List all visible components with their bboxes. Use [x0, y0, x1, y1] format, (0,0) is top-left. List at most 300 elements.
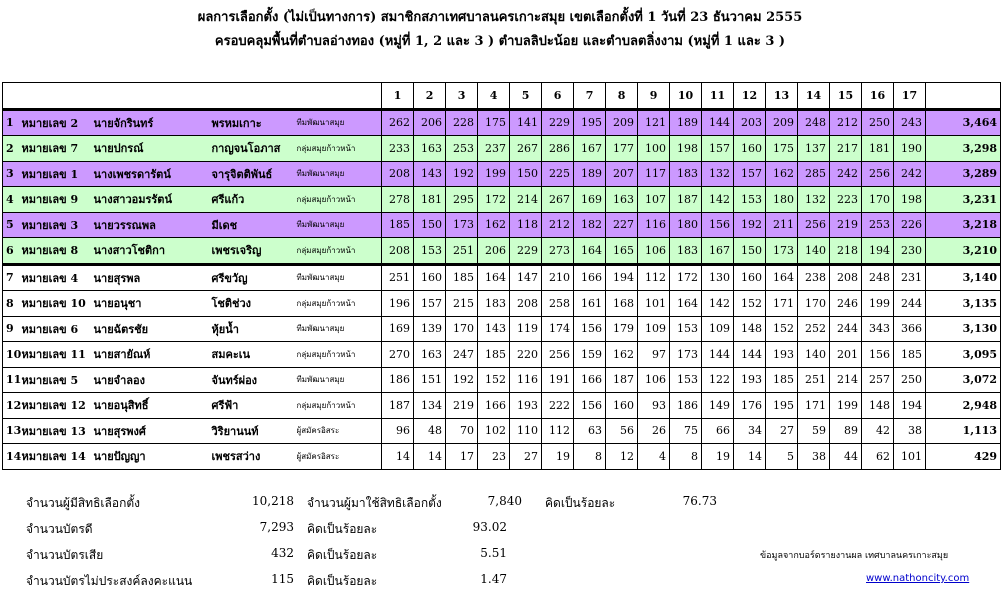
- vote-cell: 144: [702, 342, 734, 368]
- vote-cell: 156: [574, 316, 606, 342]
- vote-cell: 14: [414, 444, 446, 470]
- candidate-number: หมายเลข 6: [19, 316, 91, 342]
- vote-cell: 26: [638, 418, 670, 444]
- candidate-last-name: จันทร์ผ่อง: [209, 367, 294, 393]
- vote-cell: 233: [382, 136, 414, 162]
- total-cell: 3,072: [926, 367, 1001, 393]
- candidate-number: หมายเลข 13: [19, 418, 91, 444]
- vote-cell: 166: [478, 393, 510, 419]
- vote-cell: 162: [606, 342, 638, 368]
- candidate-group: ทีมพัฒนาสมุย: [294, 367, 382, 393]
- vote-cell: 167: [702, 238, 734, 265]
- candidate-number: หมายเลข 12: [19, 393, 91, 419]
- unit-header: 17: [894, 83, 926, 110]
- table-row: [3, 291, 1001, 317]
- summary-novote: [26, 572, 296, 588]
- good-label: จำนวนบัตรดี: [26, 522, 93, 536]
- vote-cell: 102: [478, 418, 510, 444]
- vote-cell: 183: [670, 238, 702, 265]
- total-cell: 3,210: [926, 238, 1001, 265]
- vote-cell: 107: [638, 187, 670, 213]
- vote-cell: 208: [382, 161, 414, 187]
- vote-cell: 149: [702, 393, 734, 419]
- candidate-number: หมายเลข 1: [19, 161, 91, 187]
- vote-cell: 153: [670, 316, 702, 342]
- candidate-last-name: ศรีฟ้า: [209, 393, 294, 419]
- vote-cell: 5: [766, 444, 798, 470]
- vote-cell: 164: [574, 238, 606, 265]
- turnout-value: 7,840: [487, 494, 522, 508]
- candidate-group: ทีมพัฒนาสมุย: [294, 212, 382, 238]
- unit-header: 11: [702, 83, 734, 110]
- table-row: [3, 238, 1001, 265]
- vote-cell: 208: [830, 264, 862, 291]
- table-row: [3, 444, 1001, 470]
- vote-cell: 212: [542, 212, 574, 238]
- vote-cell: 93: [638, 393, 670, 419]
- table-row: [3, 316, 1001, 342]
- unit-header: 1: [382, 83, 414, 110]
- unit-header: 7: [574, 83, 606, 110]
- candidate-number: หมายเลข 4: [19, 264, 91, 291]
- candidate-last-name: ศรีขวัญ: [209, 264, 294, 291]
- bad-pct-value: 5.51: [480, 546, 507, 560]
- vote-cell: 17: [446, 444, 478, 470]
- table-row: [3, 212, 1001, 238]
- vote-cell: 132: [798, 187, 830, 213]
- vote-cell: 273: [542, 238, 574, 265]
- total-cell: 3,298: [926, 136, 1001, 162]
- vote-cell: 180: [670, 212, 702, 238]
- vote-cell: 150: [734, 238, 766, 265]
- summary-turnout-pct: [545, 494, 720, 510]
- vote-cell: 14: [382, 444, 414, 470]
- vote-cell: 109: [702, 316, 734, 342]
- vote-cell: 286: [542, 136, 574, 162]
- vote-cell: 195: [574, 109, 606, 136]
- candidate-group: ทีมพัฒนาสมุย: [294, 109, 382, 136]
- total-cell: 3,095: [926, 342, 1001, 368]
- candidate-number: หมายเลข 5: [19, 367, 91, 393]
- rank-cell: 4: [3, 187, 19, 213]
- unit-header: 6: [542, 83, 574, 110]
- bad-label: จำนวนบัตรเสีย: [26, 548, 104, 562]
- rank-cell: 8: [3, 291, 19, 317]
- vote-cell: 150: [510, 161, 542, 187]
- candidate-group: กลุ่มสมุยก้าวหน้า: [294, 393, 382, 419]
- vote-cell: 210: [542, 264, 574, 291]
- novote-pct-label: คิดเป็นร้อยละ: [307, 574, 378, 588]
- vote-cell: 156: [702, 212, 734, 238]
- total-cell: 3,289: [926, 161, 1001, 187]
- vote-cell: 59: [798, 418, 830, 444]
- unit-header: 14: [798, 83, 830, 110]
- total-cell: 3,231: [926, 187, 1001, 213]
- vote-cell: 238: [798, 264, 830, 291]
- vote-cell: 183: [478, 291, 510, 317]
- vote-cell: 166: [574, 264, 606, 291]
- vote-cell: 96: [382, 418, 414, 444]
- vote-cell: 214: [830, 367, 862, 393]
- candidate-number: หมายเลข 10: [19, 291, 91, 317]
- vote-cell: 170: [446, 316, 478, 342]
- unit-header: 5: [510, 83, 542, 110]
- bad-pct-label: คิดเป็นร้อยละ: [307, 548, 378, 562]
- candidate-number: หมายเลข 7: [19, 136, 91, 162]
- vote-cell: 148: [862, 393, 894, 419]
- summary-good-pct: [307, 520, 507, 536]
- results-table: [2, 82, 1001, 470]
- summary-turnout: [307, 494, 522, 510]
- vote-cell: 192: [446, 161, 478, 187]
- rank-cell: 2: [3, 136, 19, 162]
- vote-cell: 212: [830, 109, 862, 136]
- summary-eligible: [26, 494, 296, 510]
- vote-cell: 144: [702, 109, 734, 136]
- table-row: [3, 367, 1001, 393]
- vote-cell: 116: [638, 212, 670, 238]
- vote-cell: 222: [542, 393, 574, 419]
- vote-cell: 134: [414, 393, 446, 419]
- vote-cell: 226: [894, 212, 926, 238]
- vote-cell: 211: [766, 212, 798, 238]
- vote-cell: 180: [766, 187, 798, 213]
- vote-cell: 142: [702, 187, 734, 213]
- candidate-last-name: วิริยานนท์: [209, 418, 294, 444]
- vote-cell: 8: [574, 444, 606, 470]
- candidate-number: หมายเลข 8: [19, 238, 91, 265]
- vote-cell: 101: [894, 444, 926, 470]
- vote-cell: 219: [446, 393, 478, 419]
- candidate-first-name: นายอนุชา: [91, 291, 209, 317]
- unit-header: 10: [670, 83, 702, 110]
- vote-cell: 148: [734, 316, 766, 342]
- vote-cell: 168: [606, 291, 638, 317]
- vote-cell: 230: [894, 238, 926, 265]
- vote-cell: 251: [382, 264, 414, 291]
- source-note: ข้อมูลจากบอร์ดรายงานผล เทศบาลนครเกาะสมุย: [760, 551, 949, 561]
- vote-cell: 262: [382, 109, 414, 136]
- vote-cell: 187: [606, 367, 638, 393]
- vote-cell: 63: [574, 418, 606, 444]
- vote-cell: 223: [830, 187, 862, 213]
- unit-header: 15: [830, 83, 862, 110]
- vote-cell: 167: [574, 136, 606, 162]
- vote-cell: 247: [446, 342, 478, 368]
- vote-cell: 219: [830, 212, 862, 238]
- vote-cell: 250: [894, 367, 926, 393]
- candidate-number: หมายเลข 14: [19, 444, 91, 470]
- vote-cell: 151: [414, 367, 446, 393]
- vote-cell: 186: [382, 367, 414, 393]
- vote-cell: 132: [702, 161, 734, 187]
- summary-bad: [26, 546, 296, 562]
- total-cell: 3,130: [926, 316, 1001, 342]
- summary-bad-pct: [307, 546, 507, 562]
- vote-cell: 173: [670, 342, 702, 368]
- vote-cell: 162: [478, 212, 510, 238]
- vote-cell: 183: [670, 161, 702, 187]
- total-cell: 3,218: [926, 212, 1001, 238]
- vote-cell: 206: [414, 109, 446, 136]
- vote-cell: 195: [766, 393, 798, 419]
- candidate-first-name: นายจำลอง: [91, 367, 209, 393]
- vote-cell: 225: [542, 161, 574, 187]
- eligible-label: จำนวนผู้มีสิทธิเลือกตั้ง: [26, 496, 140, 510]
- bad-value: 432: [271, 546, 294, 560]
- table-row: [3, 161, 1001, 187]
- table-row: [3, 342, 1001, 368]
- candidate-group: กลุ่มสมุยก้าวหน้า: [294, 238, 382, 265]
- vote-cell: 160: [414, 264, 446, 291]
- table-row: [3, 187, 1001, 213]
- vote-cell: 110: [510, 418, 542, 444]
- vote-cell: 193: [766, 342, 798, 368]
- summary-good: [26, 520, 296, 536]
- header-row: [3, 83, 1001, 110]
- vote-cell: 187: [382, 393, 414, 419]
- candidate-number: หมายเลข 2: [19, 109, 91, 136]
- total-cell: 1,113: [926, 418, 1001, 444]
- vote-cell: 177: [606, 136, 638, 162]
- header-blank: [3, 83, 382, 110]
- vote-cell: 251: [446, 238, 478, 265]
- candidate-last-name: โชติช่วง: [209, 291, 294, 317]
- total-cell: 3,140: [926, 264, 1001, 291]
- vote-cell: 143: [478, 316, 510, 342]
- vote-cell: 106: [638, 367, 670, 393]
- candidate-number: หมายเลข 11: [19, 342, 91, 368]
- title-line-2: ครอบคลุมพื้นที่ตำบลอ่างทอง (หมู่ที่ 1, 2 และ 3 ) ตำบลลิปะน้อย และตำบลตลิ่งงาม (หมู่ที่ 1 และ 3 ): [214, 34, 786, 49]
- vote-cell: 122: [702, 367, 734, 393]
- novote-value: 115: [271, 572, 294, 586]
- vote-cell: 121: [638, 109, 670, 136]
- vote-cell: 270: [382, 342, 414, 368]
- vote-cell: 248: [798, 109, 830, 136]
- vote-cell: 19: [702, 444, 734, 470]
- vote-cell: 137: [798, 136, 830, 162]
- vote-cell: 144: [734, 342, 766, 368]
- vote-cell: 217: [830, 136, 862, 162]
- table-row: [3, 109, 1001, 136]
- vote-cell: 44: [830, 444, 862, 470]
- vote-cell: 231: [894, 264, 926, 291]
- candidate-first-name: นางเพชรดารัตน์: [91, 161, 209, 187]
- vote-cell: 285: [798, 161, 830, 187]
- title-line-1: ผลการเลือกตั้ง (ไม่เป็นทางการ) สมาชิกสภาเทศบาลนครเกาะสมุย เขตเลือกตั้งที่ 1 วันที่ 23 ธันวาคม 2555: [197, 10, 803, 25]
- vote-cell: 38: [894, 418, 926, 444]
- vote-cell: 150: [414, 212, 446, 238]
- vote-cell: 215: [446, 291, 478, 317]
- rank-cell: 11: [3, 367, 19, 393]
- vote-cell: 209: [766, 109, 798, 136]
- unit-header: 8: [606, 83, 638, 110]
- vote-cell: 23: [478, 444, 510, 470]
- vote-cell: 169: [382, 316, 414, 342]
- vote-cell: 229: [510, 238, 542, 265]
- vote-cell: 196: [382, 291, 414, 317]
- candidate-last-name: กาญจนโอภาส: [209, 136, 294, 162]
- candidate-group: ทีมพัฒนาสมุย: [294, 264, 382, 291]
- candidate-group: ทีมพัฒนาสมุย: [294, 316, 382, 342]
- vote-cell: 253: [446, 136, 478, 162]
- vote-cell: 198: [670, 136, 702, 162]
- turnout-label: จำนวนผู้มาใช้สิทธิเลือกตั้ง: [307, 496, 442, 510]
- vote-cell: 186: [670, 393, 702, 419]
- vote-cell: 112: [542, 418, 574, 444]
- vote-cell: 157: [414, 291, 446, 317]
- vote-cell: 171: [766, 291, 798, 317]
- vote-cell: 187: [670, 187, 702, 213]
- vote-cell: 366: [894, 316, 926, 342]
- vote-cell: 48: [414, 418, 446, 444]
- vote-cell: 203: [734, 109, 766, 136]
- vote-cell: 253: [862, 212, 894, 238]
- candidate-last-name: เพชรสว่าง: [209, 444, 294, 470]
- candidate-first-name: นางสาวโชติกา: [91, 238, 209, 265]
- vote-cell: 8: [670, 444, 702, 470]
- vote-cell: 157: [734, 161, 766, 187]
- candidate-last-name: มีเดช: [209, 212, 294, 238]
- vote-cell: 182: [574, 212, 606, 238]
- vote-cell: 165: [606, 238, 638, 265]
- vote-cell: 89: [830, 418, 862, 444]
- unit-header: 16: [862, 83, 894, 110]
- vote-cell: 42: [862, 418, 894, 444]
- vote-cell: 207: [606, 161, 638, 187]
- vote-cell: 181: [414, 187, 446, 213]
- candidate-first-name: นายอนุสิทธิ์: [91, 393, 209, 419]
- vote-cell: 163: [414, 136, 446, 162]
- candidate-first-name: นายปัญญา: [91, 444, 209, 470]
- vote-cell: 229: [542, 109, 574, 136]
- vote-cell: 153: [414, 238, 446, 265]
- vote-cell: 160: [734, 264, 766, 291]
- unit-header: 2: [414, 83, 446, 110]
- vote-cell: 201: [830, 342, 862, 368]
- vote-cell: 199: [862, 291, 894, 317]
- rank-cell: 1: [3, 109, 19, 136]
- vote-cell: 156: [862, 342, 894, 368]
- vote-cell: 101: [638, 291, 670, 317]
- vote-cell: 162: [766, 161, 798, 187]
- vote-cell: 159: [574, 342, 606, 368]
- candidate-first-name: นายสุรพล: [91, 264, 209, 291]
- vote-cell: 267: [542, 187, 574, 213]
- vote-cell: 70: [446, 418, 478, 444]
- novote-pct-value: 1.47: [480, 572, 507, 586]
- vote-cell: 139: [414, 316, 446, 342]
- vote-cell: 194: [862, 238, 894, 265]
- vote-cell: 14: [734, 444, 766, 470]
- vote-cell: 161: [574, 291, 606, 317]
- vote-cell: 243: [894, 109, 926, 136]
- vote-cell: 198: [894, 187, 926, 213]
- vote-cell: 256: [798, 212, 830, 238]
- unit-header: 13: [766, 83, 798, 110]
- candidate-first-name: นายวรรณพล: [91, 212, 209, 238]
- candidate-first-name: นายจักรินทร์: [91, 109, 209, 136]
- vote-cell: 75: [670, 418, 702, 444]
- table-row: [3, 264, 1001, 291]
- vote-cell: 191: [542, 367, 574, 393]
- vote-cell: 156: [574, 393, 606, 419]
- candidate-last-name: หุ้ยน้ำ: [209, 316, 294, 342]
- vote-cell: 106: [638, 238, 670, 265]
- vote-cell: 192: [446, 367, 478, 393]
- vote-cell: 193: [510, 393, 542, 419]
- rank-cell: 14: [3, 444, 19, 470]
- good-pct-value: 93.02: [472, 520, 507, 534]
- vote-cell: 164: [670, 291, 702, 317]
- vote-cell: 27: [766, 418, 798, 444]
- vote-cell: 66: [702, 418, 734, 444]
- vote-cell: 176: [734, 393, 766, 419]
- vote-cell: 152: [766, 316, 798, 342]
- vote-cell: 142: [702, 291, 734, 317]
- vote-cell: 209: [606, 109, 638, 136]
- vote-cell: 257: [862, 367, 894, 393]
- vote-cell: 169: [574, 187, 606, 213]
- vote-cell: 38: [798, 444, 830, 470]
- candidate-number: หมายเลข 3: [19, 212, 91, 238]
- candidate-number: หมายเลข 9: [19, 187, 91, 213]
- total-cell: 3,464: [926, 109, 1001, 136]
- vote-cell: 118: [510, 212, 542, 238]
- candidate-group: กลุ่มสมุยก้าวหน้า: [294, 342, 382, 368]
- rank-cell: 13: [3, 418, 19, 444]
- vote-cell: 164: [766, 264, 798, 291]
- vote-cell: 189: [574, 161, 606, 187]
- candidate-group: ผู้สมัครอิสระ: [294, 444, 382, 470]
- vote-cell: 62: [862, 444, 894, 470]
- vote-cell: 193: [734, 367, 766, 393]
- vote-cell: 112: [638, 264, 670, 291]
- candidate-group: ผู้สมัครอิสระ: [294, 418, 382, 444]
- rank-cell: 10: [3, 342, 19, 368]
- vote-cell: 343: [862, 316, 894, 342]
- good-value: 7,293: [259, 520, 294, 534]
- vote-cell: 208: [382, 238, 414, 265]
- vote-cell: 173: [766, 238, 798, 265]
- vote-cell: 4: [638, 444, 670, 470]
- website-link[interactable]: www.nathoncity.com: [866, 573, 970, 584]
- candidate-first-name: นายปกรณ์: [91, 136, 209, 162]
- vote-cell: 173: [446, 212, 478, 238]
- vote-cell: 185: [382, 212, 414, 238]
- vote-cell: 143: [414, 161, 446, 187]
- summary-novote-pct: [307, 572, 507, 588]
- vote-cell: 295: [446, 187, 478, 213]
- rank-cell: 7: [3, 264, 19, 291]
- vote-cell: 199: [830, 393, 862, 419]
- rank-cell: 3: [3, 161, 19, 187]
- vote-cell: 56: [606, 418, 638, 444]
- vote-cell: 172: [670, 264, 702, 291]
- total-header: [926, 83, 1001, 110]
- vote-cell: 237: [478, 136, 510, 162]
- vote-cell: 97: [638, 342, 670, 368]
- vote-cell: 185: [478, 342, 510, 368]
- vote-cell: 152: [734, 291, 766, 317]
- table-row: [3, 418, 1001, 444]
- vote-cell: 172: [478, 187, 510, 213]
- candidate-last-name: จารุจิตติพันธ์: [209, 161, 294, 187]
- candidate-group: กลุ่มสมุยก้าวหน้า: [294, 136, 382, 162]
- candidate-first-name: นายสายัณห์: [91, 342, 209, 368]
- vote-cell: 228: [446, 109, 478, 136]
- unit-header: 12: [734, 83, 766, 110]
